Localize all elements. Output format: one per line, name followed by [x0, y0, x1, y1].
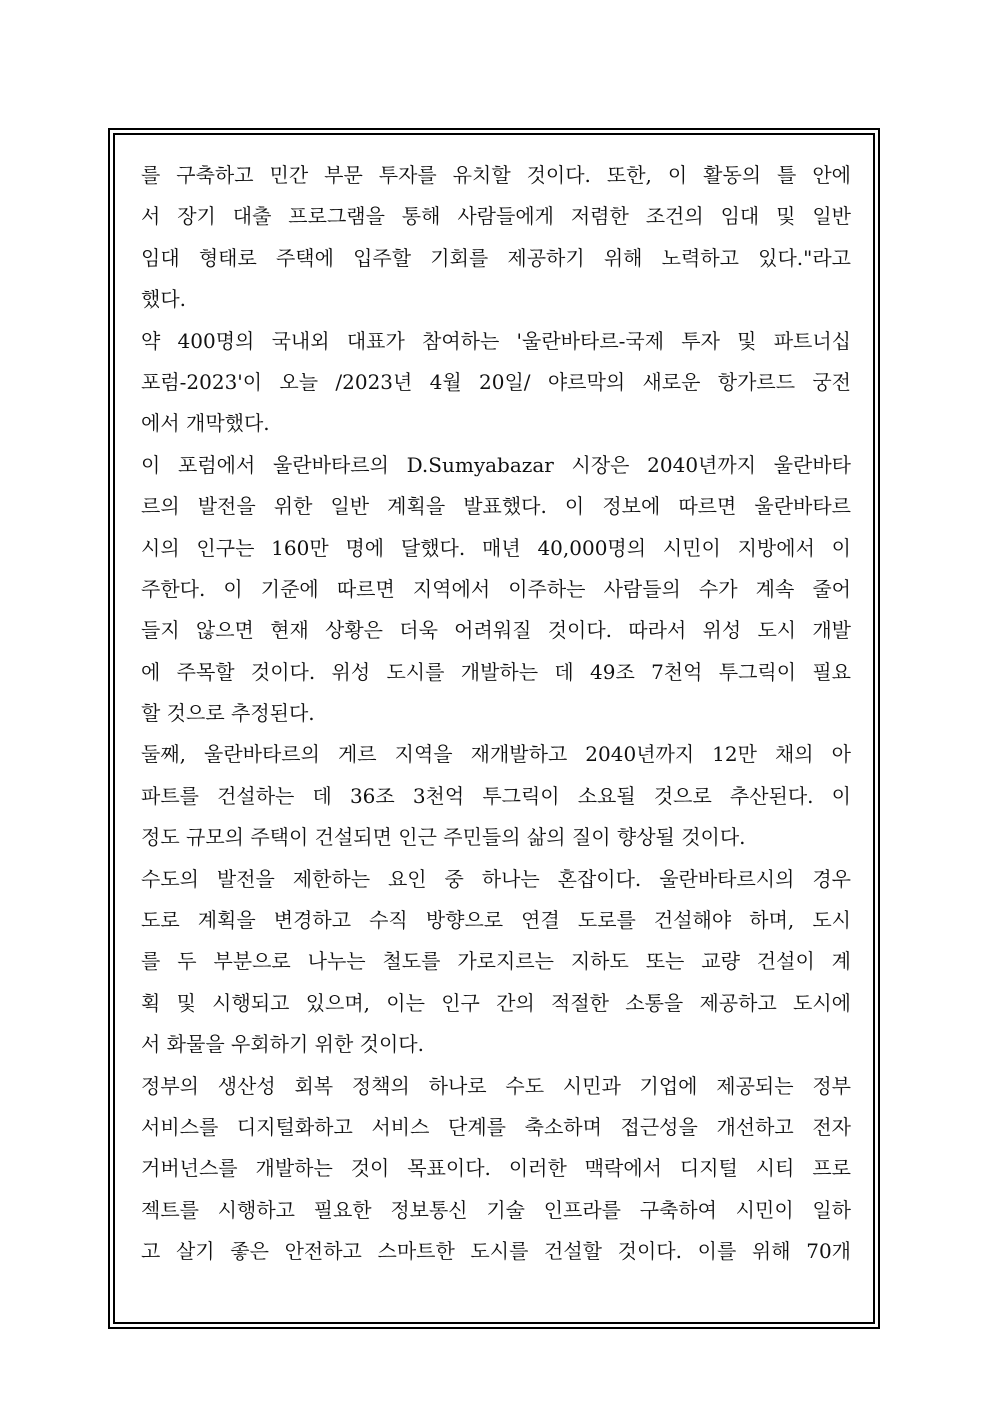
text-line: 했다.	[141, 287, 186, 312]
text-line: 거버넌스를 개발하는 것이 목표이다. 이러한 맥락에서 디지털 시티 프로	[141, 1156, 851, 1181]
text-line: 들지 않으면 현재 상황은 더욱 어려워질 것이다. 따라서 위성 도시 개발	[141, 618, 851, 643]
text-line: 고 살기 좋은 안전하고 스마트한 도시를 건설할 것이다. 이를 위해 70개	[141, 1239, 851, 1264]
text-line: 를 두 부분으로 나누는 철도를 가로지르는 지하도 또는 교량 건설이 계	[141, 949, 851, 974]
text-line: 서 화물을 우회하기 위한 것이다.	[141, 1032, 424, 1057]
text-line: 약 400명의 국내외 대표가 참여하는 '울란바타르-국제 투자 및 파트너십	[141, 328, 851, 353]
text-line: 포럼-2023'이 오늘 /2023년 4월 20일/ 야르막의 새로운 항가르드 궁전	[141, 369, 851, 394]
text-line: 에서 개막했다.	[141, 411, 270, 436]
text-line: 르의 발전을 위한 일반 계획을 발표했다. 이 정보에 따르면 울란바타르	[141, 494, 851, 519]
text-line: 에 주목할 것이다. 위성 도시를 개발하는 데 49조 7천억 투그릭이 필요	[141, 659, 851, 684]
text-line: 도로 계획을 변경하고 수직 방향으로 연결 도로를 건설해야 하며, 도시	[141, 908, 851, 933]
document-body	[141, 155, 851, 1273]
text-line: 를 구축하고 민간 부문 투자를 유치할 것이다. 또한, 이 활동의 틀 안에	[141, 163, 851, 187]
text-line: 임대 형태로 주택에 입주할 기회를 제공하기 위해 노력하고 있다."라고	[141, 245, 851, 270]
text-line: 파트를 건설하는 데 36조 3천억 투그릭이 소요될 것으로 추산된다. 이	[141, 783, 851, 808]
text-line: 서비스를 디지털화하고 서비스 단계를 축소하며 접근성을 개선하고 전자	[141, 1114, 851, 1139]
text-line: 둘째, 울란바타르의 게르 지역을 재개발하고 2040년까지 12만 채의 아	[141, 742, 851, 767]
text-line: 서 장기 대출 프로그램을 통해 사람들에게 저렴한 조건의 임대 및 일반	[141, 204, 851, 229]
text-line: 획 및 시행되고 있으며, 이는 인구 간의 적절한 소통을 제공하고 도시에	[141, 990, 851, 1015]
text-line: 정부의 생산성 회복 정책의 하나로 수도 시민과 기업에 제공되는 정부	[141, 1073, 851, 1098]
text-line: 수도의 발전을 제한하는 요인 중 하나는 혼잡이다. 울란바타르시의 경우	[141, 866, 851, 891]
text-line: 정도 규모의 주택이 건설되면 인근 주민들의 삶의 질이 향상될 것이다.	[141, 825, 746, 850]
text-line: 시의 인구는 160만 명에 달했다. 매년 40,000명의 시민이 지방에서 이	[141, 535, 851, 560]
text-line: 젝트를 시행하고 필요한 정보통신 기술 인프라를 구축하여 시민이 일하	[141, 1197, 851, 1222]
text-line: 주한다. 이 기준에 따르면 지역에서 이주하는 사람들의 수가 계속 줄어	[141, 576, 851, 601]
text-line: 이 포럼에서 울란바타르의 D.Sumyabazar 시장은 2040년까지 울란바타	[141, 452, 851, 477]
text-line: 할 것으로 추정된다.	[141, 701, 315, 726]
